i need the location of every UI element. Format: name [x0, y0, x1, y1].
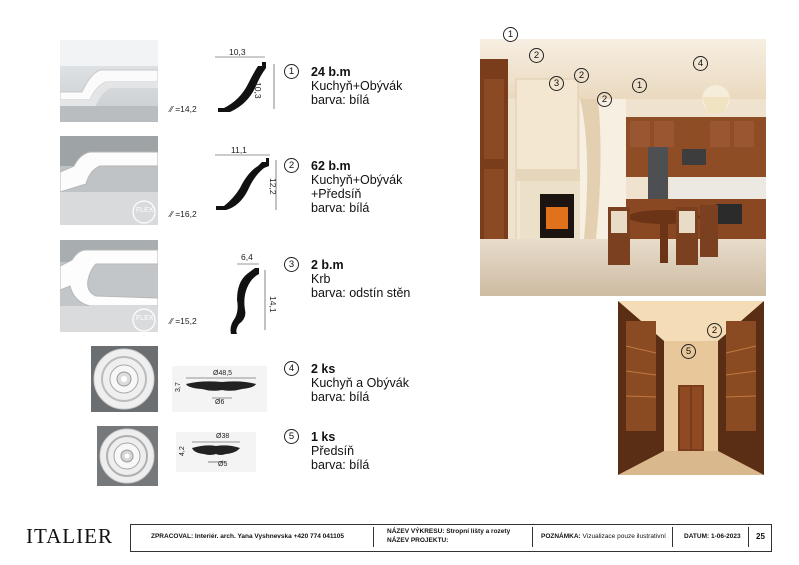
item-number-circle: 5 [284, 429, 299, 444]
item-color: barva: bílá [311, 93, 370, 107]
item-number-circle: 4 [284, 361, 299, 376]
inner-diameter-dim: Ø5 [218, 461, 228, 468]
item-description-1 [311, 65, 402, 107]
flex-badge: FLEX [136, 315, 154, 322]
diameter-dim: Ø48,5 [213, 370, 233, 377]
author-info: ZPRACOVAL: Interiér. arch. Yana Vyshnevska +420 774 041105 [151, 533, 345, 540]
title-block-divider [748, 527, 749, 547]
note [541, 533, 666, 540]
item-number-circle: 2 [284, 158, 299, 173]
title-block-divider [373, 527, 374, 547]
item-number-circle: 3 [284, 257, 299, 272]
angle-label: ⁄⁄ =15,2 [170, 316, 197, 326]
profile-drawing-1 [210, 54, 280, 124]
photo-marker: 1 [632, 78, 647, 93]
height-dim: 14,1 [268, 296, 278, 313]
item-color: barva: bílá [311, 458, 370, 472]
note-label: POZNÁMKA: [541, 533, 581, 540]
item-quantity: 2 ks [311, 362, 336, 376]
note-value: Vizualizace pouze ilustrativní [582, 533, 666, 540]
hallway-visualization [618, 301, 764, 475]
title-block-divider [532, 527, 533, 547]
width-dim: 10,3 [229, 47, 246, 57]
item-room: Kuchyň+Obývák [311, 173, 403, 187]
rosette-photo-4 [91, 346, 158, 412]
rosette-photo-5 [97, 426, 158, 486]
item-description-4 [311, 362, 409, 404]
item-color: barva: bílá [311, 390, 370, 404]
photo-marker: 2 [529, 48, 544, 63]
height-dim: 12,2 [268, 178, 278, 195]
item-room: Kuchyň a Obývák [311, 376, 409, 390]
drawing-name-label: NÁZEV VÝKRESU: [387, 528, 445, 535]
photo-marker: 4 [693, 56, 708, 71]
title-block-divider [672, 527, 673, 547]
cornice-photo-2 [60, 136, 158, 225]
height-dim: 4,2 [179, 446, 186, 456]
item-number-circle: 1 [284, 64, 299, 79]
item-color: barva: bílá [311, 201, 370, 215]
cornice-photo-3 [60, 240, 158, 332]
item-description-5 [311, 430, 369, 472]
item-room: Kuchyň+Obývák [311, 79, 403, 93]
item-quantity: 62 b.m [311, 159, 351, 173]
height-dim: 3,7 [175, 382, 182, 392]
item-quantity: 24 b.m [311, 65, 351, 79]
item-description-3 [311, 258, 410, 300]
photo-marker: 1 [503, 27, 518, 42]
item-room: Předsíň [311, 444, 355, 458]
item-room-extra: +Předsíň [311, 187, 362, 201]
angle-label: ⁄⁄ =14,2 [170, 104, 197, 114]
item-room: Krb [311, 272, 331, 286]
logo: ITALIER [26, 524, 113, 548]
page-number: 25 [756, 532, 765, 541]
photo-marker: 3 [549, 76, 564, 91]
drawing-name-value: Stropní lišty a rozety [446, 528, 511, 535]
drawing-name [387, 528, 510, 535]
photo-marker: 2 [707, 323, 722, 338]
item-description-2 [311, 159, 402, 215]
width-dim: 6,4 [241, 252, 253, 262]
inner-diameter-dim: Ø6 [215, 399, 225, 406]
living-room-visualization [480, 39, 766, 296]
item-quantity: 1 ks [311, 430, 336, 444]
diameter-dim: Ø38 [216, 433, 230, 440]
photo-marker: 2 [597, 92, 612, 107]
cornice-photo-1 [60, 40, 158, 122]
project-name-label: NÁZEV PROJEKTU: [387, 537, 449, 544]
date: DATUM: 1-06-2023 [684, 533, 741, 540]
height-dim: 10,3 [253, 82, 263, 99]
flex-badge: FLEX [136, 207, 154, 214]
width-dim: 11,1 [231, 145, 247, 155]
item-quantity: 2 b.m [311, 258, 344, 272]
angle-label: ⁄⁄ =16,2 [170, 209, 197, 219]
photo-marker: 2 [574, 68, 589, 83]
item-color: barva: odstín stěn [311, 286, 411, 300]
photo-marker: 5 [681, 344, 696, 359]
